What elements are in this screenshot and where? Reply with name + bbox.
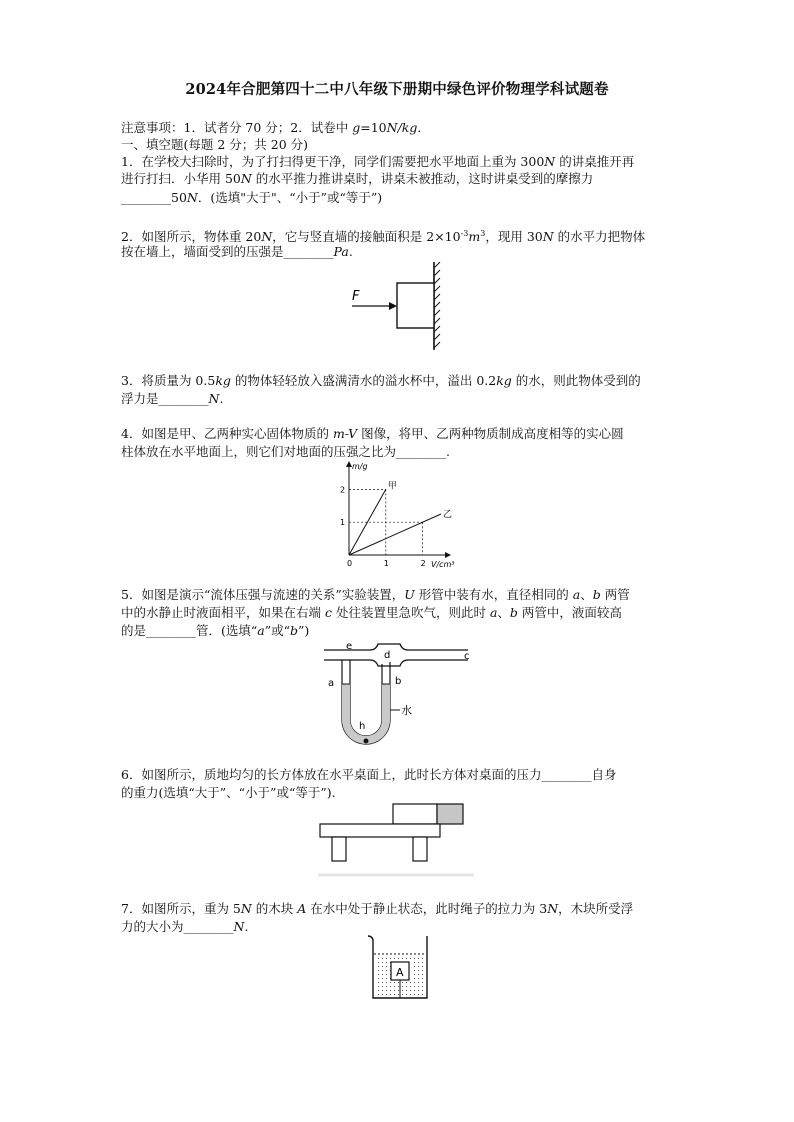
water-dot bbox=[386, 986, 387, 987]
table-leg-left bbox=[332, 837, 346, 861]
water-dot bbox=[394, 994, 395, 995]
water-dot bbox=[426, 962, 427, 963]
wall-hatching bbox=[434, 262, 440, 348]
question-7-line-2: 力的大小为________N. bbox=[121, 919, 249, 934]
bottom-point bbox=[364, 739, 369, 744]
water-dot bbox=[382, 966, 383, 967]
water-dot bbox=[410, 994, 411, 995]
water-dot bbox=[402, 958, 403, 959]
section-heading: 一、填空题(每题 2 分；共 20 分) bbox=[121, 137, 309, 152]
water-dot bbox=[382, 974, 383, 975]
question-2-line-2: 按在墙上，墙面受到的压强是________Pa. bbox=[121, 244, 353, 259]
question-6-line-1: 6．如图所示，质地均匀的长方体放在水平桌面上，此时长方体对桌面的压力________自身 bbox=[121, 767, 617, 782]
y-axis-label: m/g bbox=[352, 462, 368, 471]
water-dot bbox=[386, 994, 387, 995]
u-tube-inner bbox=[350, 660, 382, 736]
water-dot bbox=[418, 978, 419, 979]
water-dot bbox=[382, 990, 383, 991]
water-dot bbox=[422, 982, 423, 983]
water-dot bbox=[386, 958, 387, 959]
question-4-line-1: 4．如图是甲、乙两种实心固体物质的 m-V 图像，将甲、乙两种物质制成高度相等的实心圆 bbox=[121, 426, 624, 441]
water-dot bbox=[394, 958, 395, 959]
water-dot bbox=[386, 978, 387, 979]
label-c: c bbox=[464, 651, 470, 662]
question-2-line-1: 2．如图所示，物体重 20N，它与竖直墙的接触面积是 $2\times 10^{-3}m^3$，现用 30N 的水平力把物体 bbox=[121, 229, 646, 245]
water-dot bbox=[418, 994, 419, 995]
water-dot bbox=[426, 986, 427, 987]
water-dot bbox=[422, 958, 423, 959]
water-dot bbox=[414, 990, 415, 991]
water-dot bbox=[418, 966, 419, 967]
water-dot bbox=[426, 978, 427, 979]
y-tick-label: 1 bbox=[340, 518, 346, 528]
table-block-figure bbox=[318, 802, 478, 878]
water-dot bbox=[406, 982, 407, 983]
water-dot bbox=[414, 970, 415, 971]
water-dot bbox=[398, 982, 399, 983]
water-dot bbox=[382, 982, 383, 983]
question-5-line-3: 的是________管．(选填“a”或“b”) bbox=[121, 623, 310, 638]
water-dot bbox=[410, 986, 411, 987]
object-block bbox=[397, 283, 434, 328]
question-1-line-1: 1．在学校大扫除时，为了打扫得更干净，同学们需要把水平地面上重为 300N 的讲桌推开再 bbox=[121, 154, 635, 169]
water-dot bbox=[378, 966, 379, 967]
water-dot bbox=[378, 974, 379, 975]
water-dot bbox=[414, 966, 415, 967]
x-tick-label: 2 bbox=[420, 559, 426, 568]
water-dot bbox=[390, 958, 391, 959]
water-dot bbox=[386, 974, 387, 975]
x-tick-label: 1 bbox=[383, 559, 389, 568]
series-line-2 bbox=[349, 514, 441, 555]
label-water: 水 bbox=[401, 704, 412, 717]
water-dot bbox=[402, 986, 403, 987]
x-axis-label: V/cm³ bbox=[431, 560, 455, 569]
water-dot bbox=[426, 982, 427, 983]
water-dot bbox=[406, 958, 407, 959]
x-tick-label: 0 bbox=[347, 559, 353, 568]
beaker-figure bbox=[364, 932, 434, 1002]
label-a: a bbox=[328, 678, 335, 689]
water-dot bbox=[378, 970, 379, 971]
water-dot bbox=[406, 994, 407, 995]
water-dot bbox=[422, 962, 423, 963]
u-tube-figure bbox=[318, 640, 488, 750]
water-dot bbox=[414, 978, 415, 979]
water-dot bbox=[426, 994, 427, 995]
water-dot bbox=[422, 986, 423, 987]
water-dot bbox=[390, 986, 391, 987]
water-dot bbox=[426, 974, 427, 975]
water-dot bbox=[378, 982, 379, 983]
question-5-line-1: 5．如图是演示“流体压强与流速的关系”实验装置，U 形管中装有水，直径相同的 a、b 两管 bbox=[121, 587, 630, 602]
page-title: 2024年合肥第四十二中八年级下册期中绿色评价物理学科试题卷 bbox=[185, 81, 609, 98]
water-dot bbox=[414, 958, 415, 959]
block-overhang-part bbox=[437, 804, 463, 824]
force-label: F bbox=[352, 289, 360, 304]
water-dot bbox=[418, 990, 419, 991]
water-dot bbox=[390, 994, 391, 995]
mv-chart bbox=[325, 459, 465, 571]
question-5-line-2: 中的水静止时液面相平，如果在右端 c 处往装置里急吹气，则此时 a、b 两管中，液面较高 bbox=[121, 605, 622, 620]
water-dot bbox=[402, 994, 403, 995]
question-4-line-2: 柱体放在水平地面上，则它们对地面的压强之比为________. bbox=[121, 444, 450, 459]
water-dot bbox=[414, 974, 415, 975]
water-dot bbox=[378, 986, 379, 987]
water-dot bbox=[382, 994, 383, 995]
water-dot bbox=[414, 962, 415, 963]
water-dot bbox=[398, 958, 399, 959]
water-dot bbox=[394, 982, 395, 983]
block-a-label: A bbox=[396, 966, 404, 979]
water-dot bbox=[406, 990, 407, 991]
water-dot bbox=[414, 982, 415, 983]
water-dot bbox=[378, 958, 379, 959]
water-dot bbox=[398, 990, 399, 991]
water-dot bbox=[386, 962, 387, 963]
water-dot bbox=[418, 974, 419, 975]
block-left-part bbox=[393, 804, 437, 824]
water-dot bbox=[414, 986, 415, 987]
water-dot bbox=[382, 986, 383, 987]
water-dot bbox=[378, 962, 379, 963]
water-dot bbox=[418, 958, 419, 959]
water-dot bbox=[390, 982, 391, 983]
water-dot bbox=[422, 978, 423, 979]
pipe-bottom-edge bbox=[324, 660, 468, 666]
water-dot bbox=[382, 970, 383, 971]
label-d: d bbox=[384, 650, 391, 661]
x-axis-arrow bbox=[445, 552, 451, 558]
water-dot bbox=[378, 990, 379, 991]
water-dot bbox=[386, 982, 387, 983]
water-dot bbox=[426, 970, 427, 971]
water-dot bbox=[406, 986, 407, 987]
table-leg-right bbox=[413, 837, 427, 861]
force-arrowhead bbox=[389, 302, 397, 310]
water-dot bbox=[382, 962, 383, 963]
water-dot bbox=[418, 970, 419, 971]
water-dot bbox=[378, 978, 379, 979]
water-dot bbox=[426, 958, 427, 959]
label-b: b bbox=[395, 676, 402, 687]
water-dot bbox=[386, 970, 387, 971]
water-dot bbox=[402, 982, 403, 983]
water-dot bbox=[422, 966, 423, 967]
water-dot bbox=[422, 974, 423, 975]
question-3-line-1: 3．将质量为 0.5kg 的物体轻轻放入盛满清水的溢水杯中，溢出 0.2kg 的水，则此物体受到的 bbox=[121, 373, 641, 388]
water-dot bbox=[426, 990, 427, 991]
water-fill bbox=[342, 684, 390, 744]
water-dot bbox=[386, 990, 387, 991]
water-dot bbox=[410, 958, 411, 959]
wall-force-figure bbox=[340, 258, 460, 353]
water-dot bbox=[414, 994, 415, 995]
water-dot bbox=[398, 986, 399, 987]
question-7-line-1: 7．如图所示，重为 5N 的木块 A 在水中处于静止状态，此时绳子的拉力为 3N，木块所受浮 bbox=[121, 901, 634, 916]
water-dot bbox=[378, 994, 379, 995]
water-dot bbox=[426, 966, 427, 967]
question-3-line-2: 浮力是________N. bbox=[121, 391, 224, 406]
y-tick-label: 2 bbox=[340, 485, 346, 495]
water-dot bbox=[410, 982, 411, 983]
question-6-line-2: 的重力(选填“大于”、“小于”或“等于”). bbox=[121, 785, 336, 800]
water-dot bbox=[422, 990, 423, 991]
water-dot bbox=[410, 990, 411, 991]
label-e: e bbox=[346, 641, 353, 652]
water-dot bbox=[422, 970, 423, 971]
question-1-line-3: ________50N．(选填"大于"、“小于”或“等于”) bbox=[121, 190, 383, 205]
water-dot bbox=[418, 982, 419, 983]
water-dot bbox=[390, 990, 391, 991]
water-dot bbox=[382, 958, 383, 959]
water-dot bbox=[394, 990, 395, 991]
label-h: h bbox=[359, 721, 366, 732]
water-dot bbox=[394, 986, 395, 987]
series-label-2: 乙 bbox=[443, 510, 453, 520]
notes-line: 注意事项：1．试者分 70 分；2．试卷中 g=10N/kg． bbox=[121, 120, 430, 135]
water-dot bbox=[386, 966, 387, 967]
question-1-line-2: 进行打扫．小华用 50N 的水平推力推讲桌时，讲桌未被推动，这时讲桌受到的摩擦力 bbox=[121, 171, 594, 186]
water-dot bbox=[418, 962, 419, 963]
water-dot bbox=[398, 994, 399, 995]
water-dot bbox=[422, 994, 423, 995]
water-dot bbox=[402, 990, 403, 991]
table-top bbox=[320, 824, 440, 837]
water-dot bbox=[418, 986, 419, 987]
series-label-1: 甲 bbox=[387, 481, 397, 492]
water-dot bbox=[382, 978, 383, 979]
